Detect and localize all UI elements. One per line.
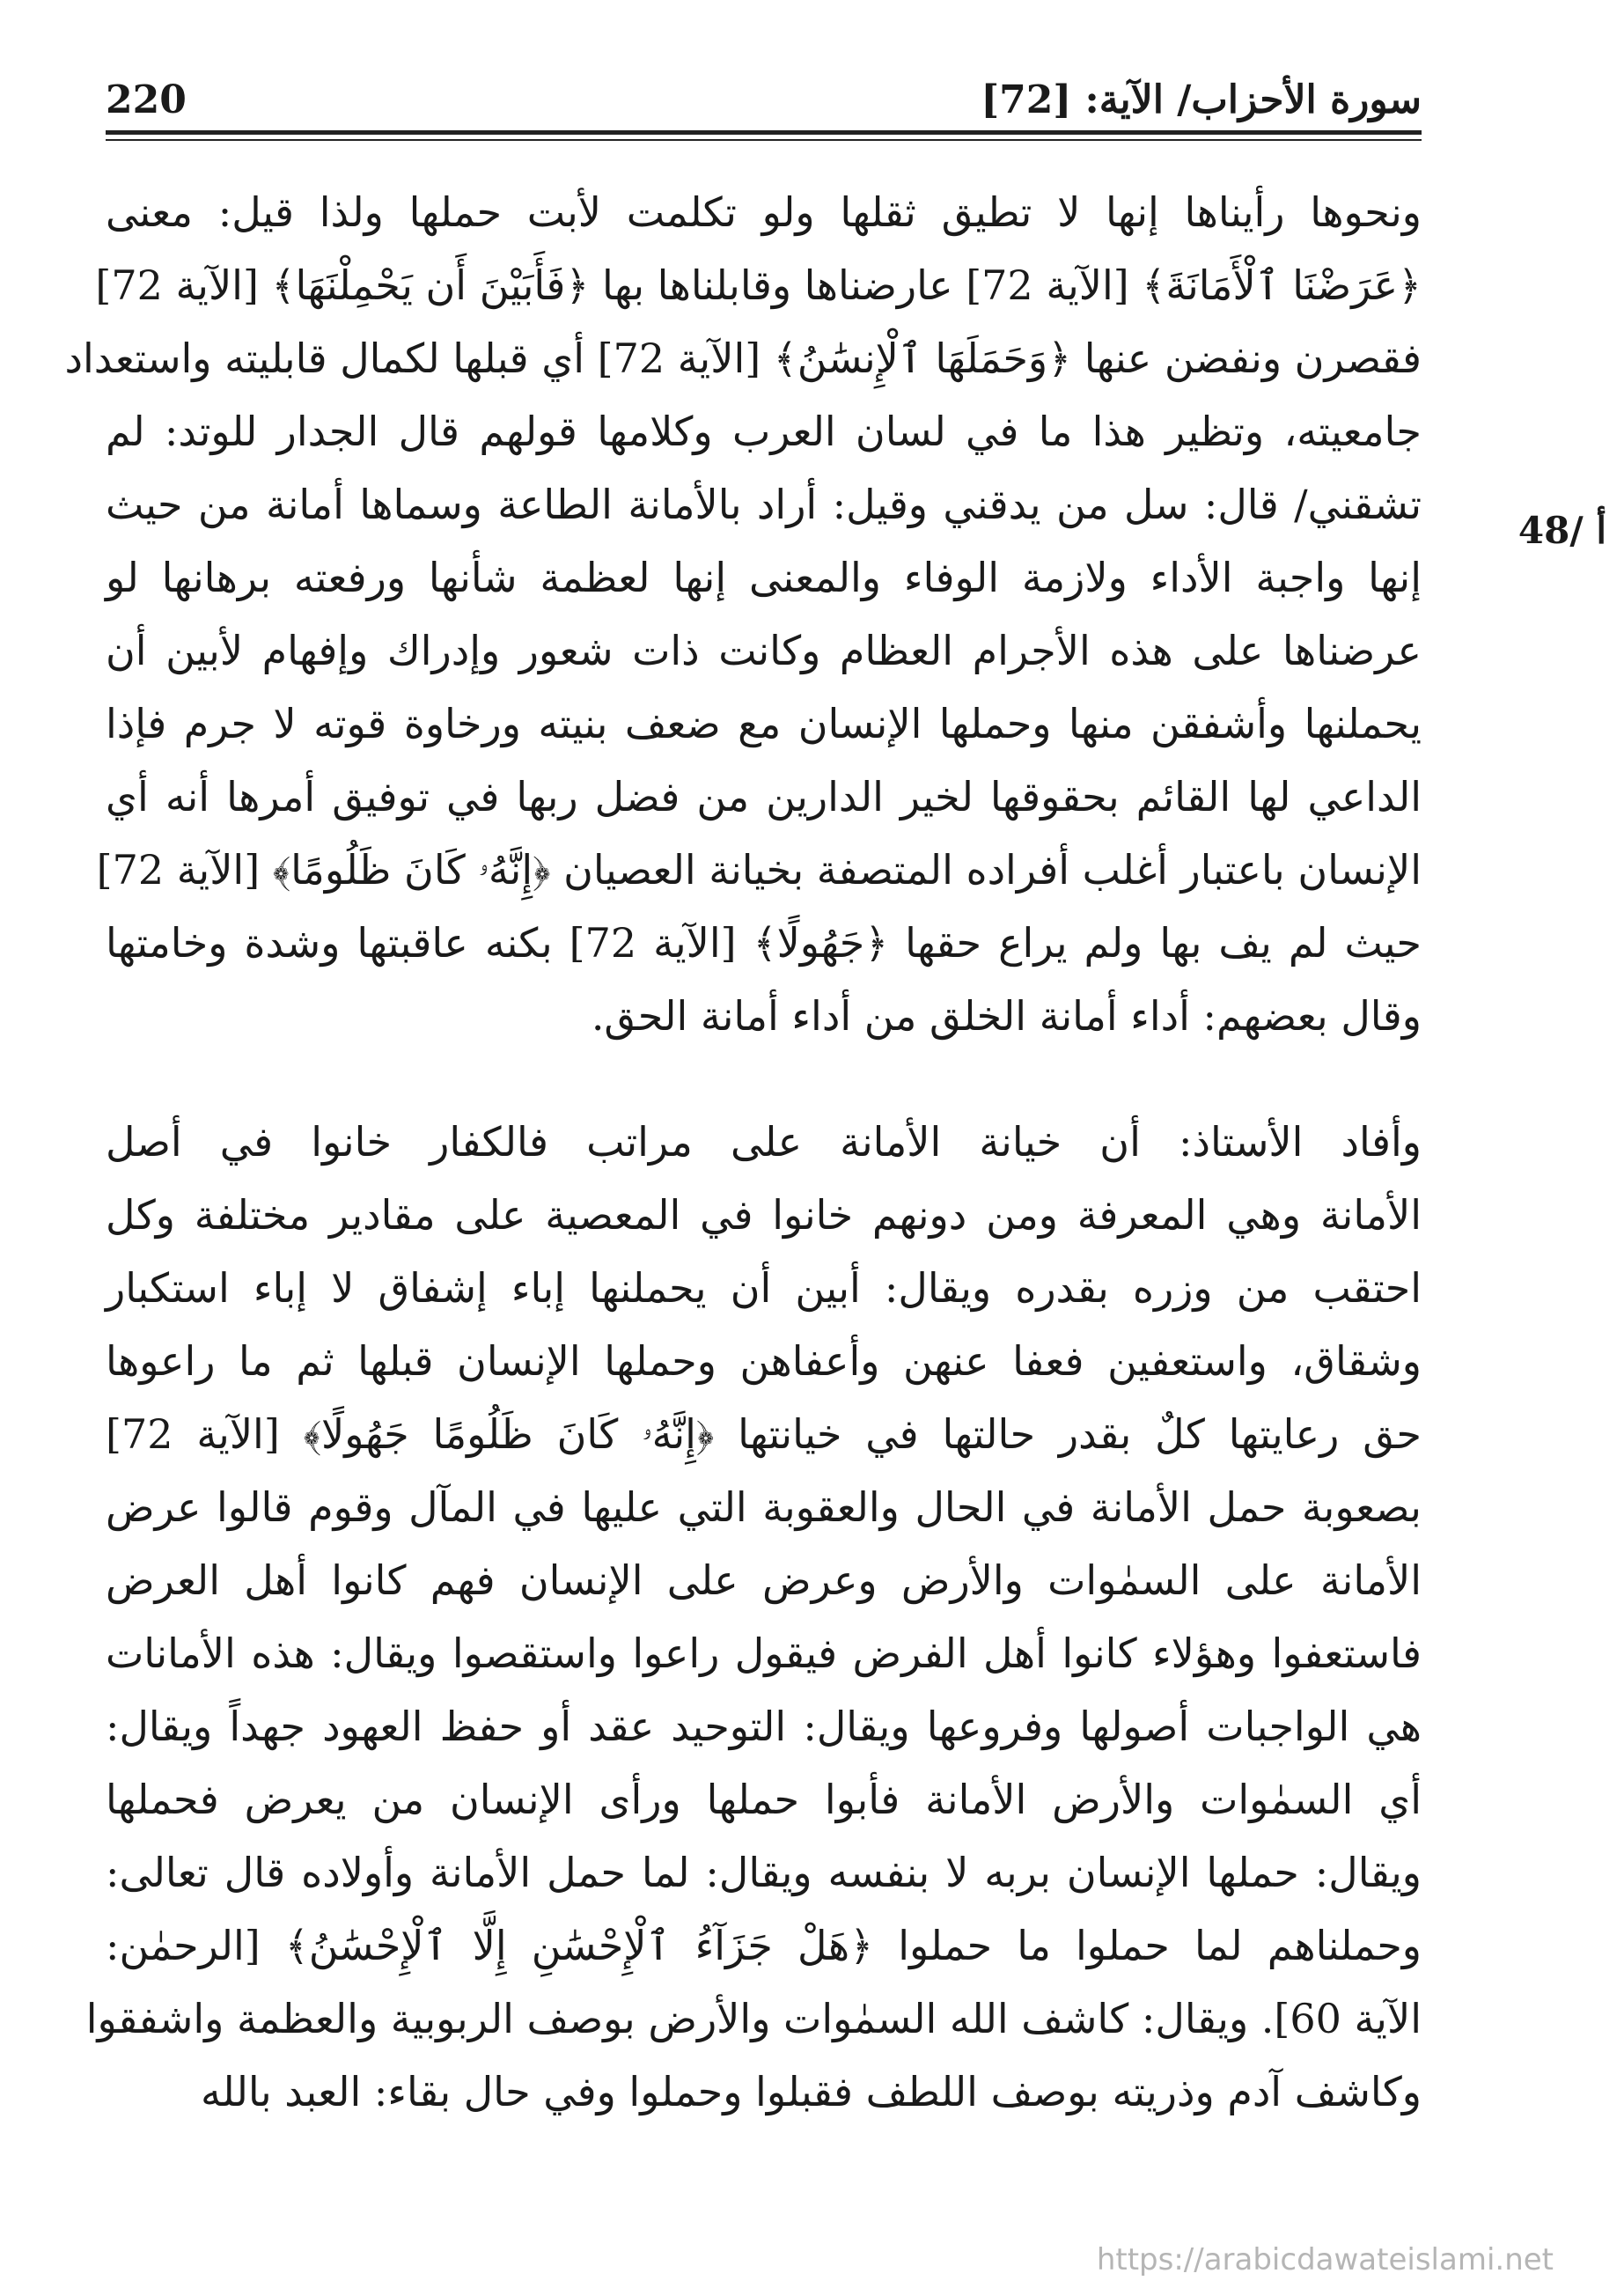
- paragraph: [85, 1106, 1422, 2129]
- running-title: سورة الأحزاب/ الآية: [72]: [981, 77, 1422, 122]
- text-line: وكاشف آدم وذريته بوصف اللطف فقبلوا وحملوا وفي حال بقاء: العبد بالله: [200, 2068, 1422, 2115]
- header-rule-thick: [106, 130, 1422, 135]
- body-text: [64, 176, 1422, 2129]
- text-line: احتقب من وزره بقدره ويقال: أبين أن يحملنها إباء إشفاق لا إباء استكبار: [106, 1264, 1422, 1312]
- header-rule-thin: [106, 139, 1422, 141]
- text-line: هي الواجبات أصولها وفروعها ويقال: التوحيد عقد أو حفظ العهود جهداً ويقال:: [106, 1703, 1422, 1750]
- paragraph-gap: [106, 1053, 1422, 1106]
- text-line: وقال بعضهم: أداء أمانة الخلق من أداء أمانة الحق.: [591, 992, 1422, 1040]
- text-line: الأمانة وهي المعرفة ومن دونهم خانوا في المعصية على مقادير مختلفة وكل: [106, 1191, 1422, 1239]
- text-line: فقصرن ونفضن عنها ﴿وَحَمَلَهَا ٱلْإِنسَٰنُ﴾ [الآية 72] أي قبلها لكمال قابليته واستعداد: [64, 335, 1422, 382]
- text-line: حق رعايتها كلٌ بقدر حالتها في خيانتها ﴿إِنَّهُۥ كَانَ ظَلُومًا جَهُولًا﴾ [الآية 72]: [106, 1410, 1422, 1458]
- manuscript-folio-note: 48/ أ: [1517, 509, 1606, 552]
- watermark-url: https://arabicdawateislami.net: [1096, 2242, 1554, 2277]
- text-line: ويقال: حملها الإنسان بربه لا بنفسه ويقال: لما حمل الأمانة وأولاده قال تعالى:: [106, 1849, 1422, 1896]
- text-line: الأمانة على السمٰوات والأرض وعرض على الإنسان فهم كانوا أهل العرض: [106, 1556, 1422, 1604]
- paragraph: [64, 176, 1422, 1053]
- text-line: ﴿عَرَضْنَا ٱلْأَمَانَةَ﴾ [الآية 72] عارضناها وقابلناها بها ﴿فَأَبَيْنَ أَن يَحْمِلْنَهَا﴾ [الآية 72]: [95, 261, 1422, 309]
- text-line: بصعوبة حمل الأمانة في الحال والعقوبة التي عليها في المآل وقوم قالوا عرض: [106, 1483, 1422, 1531]
- text-line: أي السمٰوات والأرض الأمانة فأبوا حملها ورأى الإنسان من يعرض فحملها: [106, 1776, 1422, 1823]
- page-header: [106, 69, 1422, 148]
- text-line: الآية 60]. ويقال: كاشف الله السمٰوات والأرض بوصف الربوبية والعظمة واشفقوا: [85, 1995, 1422, 2042]
- text-line: الداعي لها القائم بحقوقها لخير الدارين من فضل ربها في توفيق أمرها أنه أي: [106, 773, 1422, 820]
- text-line: وأفاد الأستاذ: أن خيانة الأمانة على مراتب فالكفار خانوا في أصل: [106, 1118, 1422, 1166]
- text-line: الإنسان باعتبار أغلب أفراده المتصفة بخيانة العصيان ﴿إِنَّهُۥ كَانَ ظَلُومًا﴾ [الآية 72]: [96, 846, 1422, 894]
- text-line: إنها واجبة الأداء ولازمة الوفاء والمعنى إنها لعظمة شأنها ورفعته برهانها لو: [106, 554, 1422, 601]
- text-line: حيث لم يف بها ولم يراع حقها ﴿جَهُولًا﴾ [الآية 72] بكنه عاقبتها وشدة وخامتها: [106, 919, 1422, 967]
- text-line: فاستعفوا وهؤلاء كانوا أهل الفرض فيقول راعوا واستقصوا ويقال: هذه الأمانات: [106, 1630, 1422, 1677]
- text-line: تشقني/ قال: سل من يدقني وقيل: أراد بالأمانة الطاعة وسماها أمانة من حيث: [106, 481, 1422, 528]
- text-line: وحملناهم لما حملوا ما حملوا ﴿هَلْ جَزَآءُ ٱلْإِحْسَٰنِ إِلَّا ٱلْإِحْسَٰنُ﴾ [الرحمٰن:: [106, 1922, 1422, 1969]
- text-line: جامعيته، وتظير هذا ما في لسان العرب وكلامها قولهم قال الجدار للوتد: لم: [106, 408, 1422, 455]
- text-line: يحملنها وأشفقن منها وحملها الإنسان مع ضعف بنيته ورخاوة قوته لا جرم فإذا: [106, 700, 1422, 747]
- page-number: 220: [106, 77, 187, 122]
- text-line: وشقاق، واستعفين فعفا عنهن وأعفاهن وحملها الإنسان قبلها ثم ما راعوها: [106, 1337, 1422, 1385]
- text-line: عرضناها على هذه الأجرام العظام وكانت ذات شعور وإدراك وإفهام لأبين أن: [106, 627, 1422, 674]
- text-line: ونحوها رأيناها إنها لا تطيق ثقلها ولو تكلمت لأبت حملها ولذا قيل: معنى: [106, 188, 1422, 236]
